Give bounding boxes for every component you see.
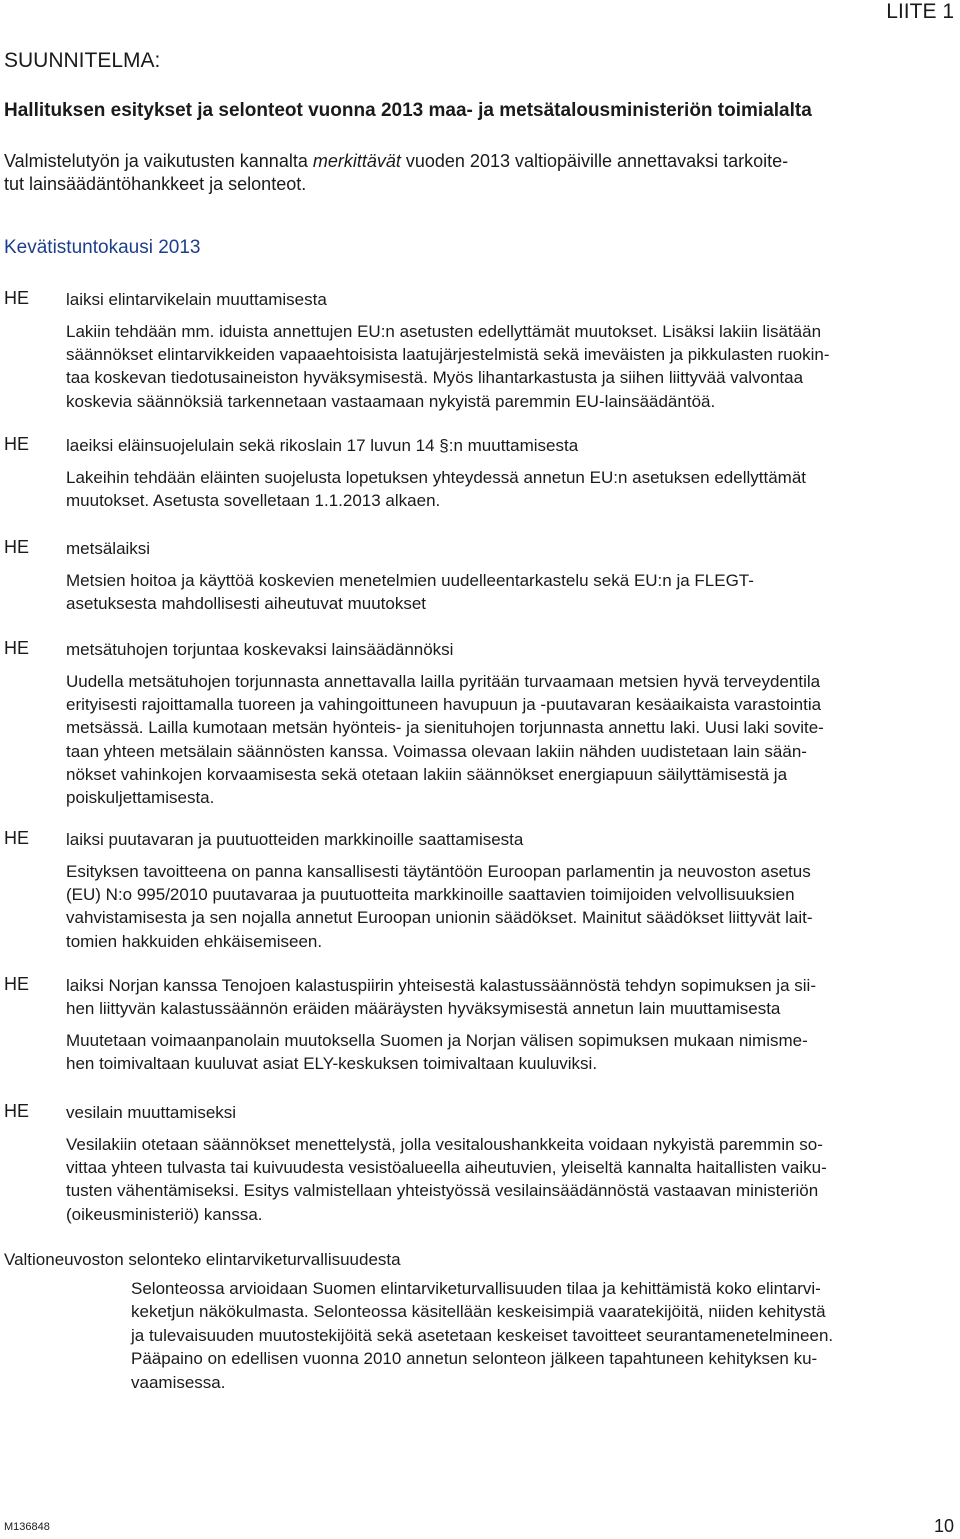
- intro-emphasis: merkittävät: [312, 151, 401, 171]
- bill-tag: HE: [4, 537, 30, 557]
- bill-tag: HE: [4, 1101, 30, 1121]
- bill-tag: HE: [4, 288, 30, 308]
- bill-tag: HE: [4, 828, 30, 848]
- bill-description: Lakeihin tehdään eläinten suojelusta lopetuksen yhteydessä annetun EU:n asetuksen edellyttämät muutokset. Asetusta sovelletaan 1.1.2013 alkaen.: [66, 468, 807, 511]
- bill-description: Esityksen tavoitteena on panna kansallisesti täytäntöön Euroopan parlamentin ja neuvoston asetus (EU) N:o 995/2010 puutavaraa ja puutuotteita markkinoille saattavien toimijoiden velvollisuuksien vahvistamisesta ja sen nojalla annetut Euroopan unionin säädökset. Mainitut säädökset liittyvät lait- tomien hakkuiden ehkäisemiseen.: [66, 862, 813, 951]
- bill-description: Metsien hoitoa ja käyttöä koskevien menetelmien uudelleentarkastelu sekä EU:n ja FLEGT- asetuksesta mahdollisesti aiheutuvat muutokset: [66, 571, 754, 614]
- attachment-label: LIITE 1: [886, 0, 954, 23]
- bill-tag: HE: [4, 638, 30, 658]
- bill-description: Vesilakiin otetaan säännökset menettelystä, jolla vesitaloushankkeita voidaan nykyistä paremmin so- vittaa yhteen tulvasta tai kuivuudesta vesistöalueella aiheutuvien, yleiseltä kannalta haitallisten vaiku- tusten vähentämiseksi. Esitys valmistellaan yhteistyössä vesilainsäädännöstä vastaavan ministeriön (oikeusministeriö) kanssa.: [66, 1135, 827, 1224]
- bill-title: laiksi Norjan kanssa Tenojoen kalastuspiirin yhteisestä kalastussäännöstä tehdyn sopimuksen ja sii- hen liittyvän kalastussäännön eräiden määräysten hyväksymisestä annetun lain muuttamisesta: [66, 976, 816, 1018]
- intro-text-before: Valmistelutyön ja vaikutusten kannalta: [4, 151, 313, 171]
- plan-heading: SUUNNITELMA:: [4, 49, 161, 72]
- intro-paragraph: [4, 150, 954, 196]
- bill-tag: HE: [4, 974, 30, 994]
- bill-tag: HE: [4, 434, 30, 454]
- document-title: Hallituksen esitykset ja selonteot vuonna 2013 maa- ja metsätalousministeriön toimialalta: [4, 100, 812, 121]
- bill-title: metsälaiksi: [66, 539, 151, 558]
- bill-title: laiksi puutavaran ja puutuotteiden markkinoille saattamisesta: [66, 830, 524, 849]
- report-title: Valtioneuvoston selonteko elintarviketurvallisuudesta: [4, 1250, 401, 1269]
- bill-description: Uudella metsätuhojen torjunnasta annettavalla lailla pyritään turvaamaan metsien hyvä terveydentila erityisesti rajoittamalla tuoreen ja vahingoittuneen havupuun ja -puutavaran kesäaikaista varastointia metsässä. Lailla kumotaan metsän hyönteis- ja sienituhojen torjunnasta annettu laki. Uusi laki sovite- taan yhteen metsälain säännösten kanssa. Voimassa olevaan lakiin nähden uudistetaan lain sään- nökset vahinkojen korvaamisesta sekä otetaan lakiin säännökset energiapuun säilyttämisestä ja poiskuljettamisesta.: [66, 672, 824, 808]
- intro-text-after: vuoden 2013 valtiopäiville annettavaksi tarkoite- tut lainsäädäntöhankkeet ja selonteot.: [4, 151, 789, 194]
- bill-title: vesilain muuttamiseksi: [66, 1103, 237, 1122]
- session-heading: Kevätistuntokausi 2013: [4, 237, 201, 258]
- document-id: M136848: [4, 1521, 50, 1533]
- bill-description: Muutetaan voimaanpanolain muutoksella Suomen ja Norjan välisen sopimuksen mukaan nimisme- hen toimivaltaan kuuluvat asiat ELY-keskuksen toimivaltaan kuuluviksi.: [66, 1031, 808, 1074]
- bill-title: laeiksi eläinsuojelulain sekä rikoslain 17 luvun 14 §:n muuttamisesta: [66, 436, 579, 455]
- bill-title: metsätuhojen torjuntaa koskevaksi lainsäädännöksi: [66, 640, 454, 659]
- bill-description: Lakiin tehdään mm. iduista annettujen EU:n asetusten edellyttämät muutokset. Lisäksi lakiin lisätään säännökset elintarvikkeiden vapaaehtoisista laatujärjestelmistä sekä imeväisten ja pikkulasten ruokin- taa koskevan tiedotusaineiston hyväksymisestä. Myös lihantarkastusta ja siihen liittyvää valvontaa koskevia säännöksiä tarkennetaan vastaamaan nykyistä paremmin EU-lainsäädäntöä.: [66, 322, 830, 411]
- bill-title: laiksi elintarvikelain muuttamisesta: [66, 290, 327, 309]
- page-number: 10: [933, 1516, 954, 1536]
- report-description: Selonteossa arvioidaan Suomen elintarviketurvallisuuden tilaa ja kehittämistä koko elintarvi- keketjun näkökulmasta. Selonteossa käsitellään keskeisimpiä vaaratekijöitä, niiden kehitystä ja tulevaisuuden muutostekijöitä sekä asetetaan keskeiset tavoitteet seurantamenetelmineen. Pääpaino on edellisen vuonna 2010 annetun selonteon jälkeen tapahtuneen kehityksen ku- vaamisessa.: [131, 1279, 834, 1392]
